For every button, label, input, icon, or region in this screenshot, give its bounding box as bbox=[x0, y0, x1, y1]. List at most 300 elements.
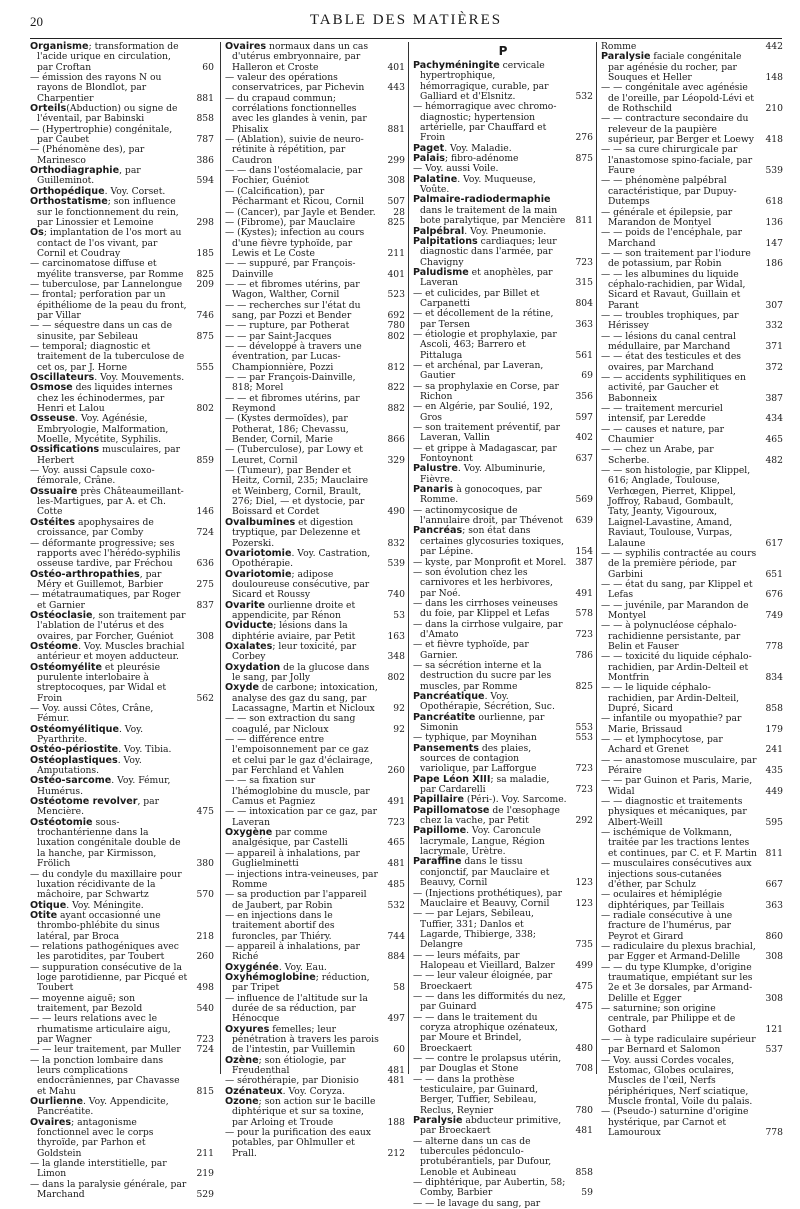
entry-page-number: 812 bbox=[387, 361, 405, 373]
entry-page-number: 146 bbox=[196, 506, 214, 518]
entry-page-number: 401 bbox=[387, 268, 405, 280]
index-entry bbox=[225, 642, 405, 663]
entry-page-number: 356 bbox=[575, 391, 593, 402]
entry-text: — — leurs méfaits, par Halopeau et Vieillard, Balzer bbox=[413, 949, 555, 971]
index-entry bbox=[30, 994, 214, 1015]
index-entry bbox=[30, 290, 214, 321]
entry-page-number: 708 bbox=[575, 1063, 593, 1075]
entry-heading: Paget bbox=[413, 142, 445, 154]
section-letter: P bbox=[498, 44, 508, 58]
entry-text: — — syphilis contractée au cours de la première période, par Garbini bbox=[601, 547, 757, 580]
entry-heading: Ovarite bbox=[225, 599, 265, 611]
entry-text: près Châteaumeillant-les-Martigues, par A. et Ch. Cotte bbox=[37, 485, 184, 518]
entry-text: — (Tuberculose), par Lowy et Leuret, Cornil bbox=[225, 444, 363, 466]
entry-page-number: 275 bbox=[196, 578, 214, 590]
index-entry bbox=[30, 321, 214, 342]
entry-page-number: 597 bbox=[575, 411, 593, 423]
entry-page-number: 595 bbox=[765, 816, 783, 828]
index-entry bbox=[413, 1199, 593, 1209]
entry-page-number: 815 bbox=[196, 1085, 214, 1097]
index-entry bbox=[30, 870, 214, 901]
entry-page-number: 724 bbox=[196, 527, 214, 539]
entry-page-number: 637 bbox=[575, 453, 593, 465]
index-entry bbox=[30, 166, 214, 187]
entry-text: — — contracture secondaire du releveur de la paupière supérieur, par Berger et Loewy bbox=[601, 113, 754, 146]
entry-text: — dans la paralysie générale, par Marchand bbox=[30, 1178, 187, 1201]
entry-text: par comme analgésique, par Castelli bbox=[232, 827, 348, 849]
entry-text: — — et lymphocytose, par Achard et Grenet bbox=[601, 734, 723, 756]
entry-heading: Oxydation bbox=[225, 661, 281, 673]
index-entry bbox=[601, 797, 783, 828]
entry-text: — Voy. aussi Côtes, Crâne, Fémur. bbox=[30, 703, 154, 725]
entry-page-number: 329 bbox=[387, 454, 405, 466]
entry-text: — oculaires et hémiplégie diphtériques, par Teillais bbox=[601, 889, 725, 911]
entry-text: de carbone; intoxication, analyse des gaz du sang, par Lacassagne, Martin et Nicloux bbox=[232, 682, 378, 714]
entry-text: — — dans l'ostéomalacie, par Fochier, Guéniot bbox=[225, 165, 363, 187]
entry-text: — et culicides, par Billet et Carpanetti bbox=[413, 287, 540, 309]
entry-page-number: 475 bbox=[575, 1001, 593, 1013]
entry-page-number: 443 bbox=[387, 82, 405, 94]
entry-page-number: 185 bbox=[196, 247, 214, 259]
entry-text: — métatraumatiques, par Roger et Garnier bbox=[30, 589, 181, 611]
index-entry bbox=[225, 549, 405, 570]
entry-heading: Pape Léon XIII bbox=[413, 773, 491, 785]
entry-text: — du crapaud commun; corrélations fonctionnelles avec les glandes à venin, par Phisalix bbox=[225, 92, 367, 135]
index-entry bbox=[601, 145, 783, 176]
entry-text: de la glucose dans le sang, par Jolly bbox=[232, 661, 370, 683]
index-entry bbox=[30, 1097, 214, 1118]
entry-page-number: 594 bbox=[196, 175, 214, 187]
index-entry bbox=[413, 744, 593, 775]
index-entry bbox=[413, 857, 593, 888]
entry-text: . Voy. Coryza. bbox=[282, 1085, 346, 1097]
index-entry bbox=[413, 806, 593, 827]
index-entry bbox=[413, 526, 593, 557]
index-entry bbox=[225, 1025, 405, 1056]
index-entry bbox=[225, 663, 405, 684]
entry-page-number: 723 bbox=[196, 1034, 214, 1045]
entry-text: — actinomycosique de l'annulaire droit, par Thévenot bbox=[413, 504, 563, 527]
entry-page-number: 802 bbox=[387, 330, 405, 342]
entry-text: — — le liquide céphalo-rachidien, par Ardin-Delteil, Dupré, Sicard bbox=[601, 682, 740, 714]
entry-page-number: 481 bbox=[575, 1125, 593, 1137]
entry-text: des liquides internes chez les échinodermes, par Henri et Lalou bbox=[37, 382, 173, 415]
index-entry bbox=[601, 683, 783, 714]
entry-page-number: 529 bbox=[196, 1189, 214, 1201]
index-entry bbox=[30, 797, 214, 818]
entry-text: et pleurésie purulente interlobaire à streptocoques, par Widal et Froin bbox=[37, 661, 167, 704]
index-entry bbox=[413, 713, 593, 734]
entry-page-number: 553 bbox=[575, 732, 593, 744]
index-entry bbox=[225, 973, 405, 994]
entry-page-number: 211 bbox=[387, 247, 405, 259]
entry-page-number: 28 bbox=[393, 206, 405, 218]
entry-page-number: 308 bbox=[765, 992, 783, 1004]
entry-page-number: 780 bbox=[575, 1104, 593, 1116]
entry-text: — — du type Klumpke, d'origine traumatique, empiétant sur les 2e et 3e dorsales, par Armand-Delille et Egger bbox=[601, 961, 753, 1004]
index-entry bbox=[601, 404, 783, 425]
index-entry bbox=[30, 642, 214, 663]
entry-heading: Panaris bbox=[413, 484, 454, 496]
entry-heading: Palpébral bbox=[413, 225, 465, 237]
entry-text: — dans la cirrhose vulgaire, par d'Amato bbox=[413, 618, 563, 640]
entry-text: . Voy. Méningite. bbox=[66, 899, 144, 911]
index-entry bbox=[30, 1014, 214, 1045]
entry-page-number: 147 bbox=[765, 237, 783, 249]
entry-text: — — intoxication par ce gaz, par Laveran bbox=[225, 806, 378, 828]
index-entry bbox=[30, 104, 214, 125]
entry-page-number: 724 bbox=[196, 1044, 214, 1056]
index-entry bbox=[30, 383, 214, 414]
page-header bbox=[30, 12, 782, 34]
index-entry bbox=[601, 176, 783, 207]
entry-text: — — toxicité du liquide céphalo-rachidien, par Ardin-Delteil et Montfrin bbox=[601, 651, 752, 683]
index-entry bbox=[413, 268, 593, 289]
entry-text: . Voy. Opothérapie, Sécrétion, Suc. bbox=[420, 690, 555, 713]
entry-page-number: 307 bbox=[765, 299, 783, 311]
index-entry bbox=[225, 94, 405, 135]
entry-text: . Voy. Appendicite, Pancréatite. bbox=[37, 1096, 169, 1118]
index-entry bbox=[413, 1137, 593, 1178]
entry-page-number: 882 bbox=[387, 403, 405, 415]
entry-page-number: 778 bbox=[765, 1127, 783, 1139]
entry-page-number: 308 bbox=[196, 630, 214, 642]
entry-text: — — leur valeur éloignée, par Broeckaert bbox=[413, 970, 553, 992]
entry-text: faciale congénitale par agénésie du rocher, par Souques et Heller bbox=[608, 51, 742, 84]
entry-page-number: 834 bbox=[765, 671, 783, 683]
index-entry bbox=[413, 661, 593, 692]
entry-text: à gonocoques, par Romme. bbox=[420, 484, 542, 506]
entry-text: — (Calcification), par Pécharmant et Ricou, Cornil bbox=[225, 185, 364, 208]
entry-text: et anophèles, par Laveran bbox=[420, 266, 553, 289]
index-entry bbox=[225, 807, 405, 828]
entry-text: — suppuration consécutive de la loge parotidienne, par Picqué et Toubert bbox=[30, 961, 188, 994]
entry-text: — radiale consécutive à une fracture de l'humérus, par Peyrot et Girard bbox=[601, 909, 733, 942]
index-entry bbox=[225, 828, 405, 849]
index-entry bbox=[601, 601, 783, 622]
entry-text: — — état des testicules et des ovaires, par Marchand bbox=[601, 351, 742, 373]
entry-text: — sa sécrétion interne et la destruction du sucre par les muscles, par Romme bbox=[413, 659, 552, 692]
entry-page-number: 53 bbox=[393, 609, 405, 621]
entry-text: — et fièvre typhoïde, par Garnier. bbox=[413, 639, 529, 661]
index-entry bbox=[30, 942, 214, 963]
entry-text: des plaies, sources de contagion variolique, par Lafforgue bbox=[420, 742, 537, 775]
entry-text: ; son étiologie, par Freudenthal bbox=[232, 1054, 346, 1077]
entry-text: apophysaires de croissance, par Comby bbox=[37, 516, 154, 539]
entry-page-number: 875 bbox=[575, 153, 593, 165]
entry-text: — — contre le prolapsus utérin, par Douglas et Stone bbox=[413, 1053, 562, 1075]
index-entry bbox=[225, 735, 405, 776]
index-entry bbox=[413, 237, 593, 268]
index-entry bbox=[601, 311, 783, 332]
index-entry bbox=[413, 423, 593, 444]
entry-text: — — leurs relations avec le rhumatisme articulaire aigu, par Wagner bbox=[30, 1013, 171, 1045]
entry-heading: Organisme bbox=[30, 41, 89, 52]
entry-heading: Palatine bbox=[413, 173, 458, 185]
entry-text: — — chez un Arabe, par Scherbe. bbox=[601, 444, 714, 466]
entry-text: — pour la purification des eaux potables, par Ohlmuller et Prall. bbox=[225, 1127, 371, 1159]
index-entry bbox=[225, 187, 405, 208]
entry-page-number: 617 bbox=[765, 537, 783, 549]
entry-page-number: 618 bbox=[765, 196, 783, 208]
entry-page-number: 825 bbox=[387, 216, 405, 228]
entry-text: — du condyle du maxillaire pour luxation récidivante de la mâchoire, par Schwartz bbox=[30, 868, 182, 901]
entry-page-number: 298 bbox=[196, 216, 214, 228]
entry-text: . Voy. Caroncule lacrymale, Langue, Région lacrymale, Urètre. bbox=[420, 825, 545, 858]
entry-heading: Ostéo-sarcome bbox=[30, 775, 112, 787]
index-entry bbox=[225, 994, 405, 1025]
entry-text: — — sa fixation sur l'hémoglobine du muscle, par Camus et Pagniez bbox=[225, 775, 370, 808]
entry-text: — — causes et nature, par Chaumier bbox=[601, 423, 725, 446]
index-entry bbox=[601, 352, 783, 373]
index-entry bbox=[601, 652, 783, 683]
index-entry bbox=[601, 776, 783, 797]
index-entry bbox=[601, 828, 783, 859]
entry-text: — (Pseudo-) saturnine d'origine hystérique, par Carnot et Lamouroux bbox=[601, 1106, 749, 1139]
entry-page-number: 532 bbox=[575, 91, 593, 103]
entry-text: — — développé à travers une éventration, par Lucas-Championnière, Pozzi bbox=[225, 340, 362, 373]
index-entry bbox=[601, 549, 783, 580]
entry-text: — — dans la prothèse testiculaire, par Guinard, Berger, Tuffier, Sebileau, Reclus, Reynier bbox=[413, 1073, 539, 1116]
entry-text: ; adipose douloureuse consécutive, par Sicard et Roussy bbox=[232, 568, 370, 601]
entry-text: — — par Lejars, Sebileau, Tuffier, 331; Danlos et Lagarde, Thibierge, 338; Delangre bbox=[413, 908, 536, 951]
entry-page-number: 449 bbox=[765, 785, 783, 797]
entry-text: — radiculaire du plexus brachial, par Egger et Armand-Delille bbox=[601, 940, 756, 963]
entry-text: — (Ablation), suivie de neuro-rétinite à répétition, par Caudron bbox=[225, 134, 364, 166]
index-entry bbox=[413, 889, 593, 910]
index-entry bbox=[601, 911, 783, 942]
index-entry bbox=[413, 1013, 593, 1054]
entry-text: ayant occasionné une thrombo-phlébite du sinus latéral, par Broca bbox=[37, 909, 161, 942]
entry-page-number: 186 bbox=[765, 258, 783, 270]
entry-text: — (Phénomène des), par Marinesco bbox=[30, 144, 145, 166]
index-entry bbox=[601, 1056, 783, 1108]
entry-text: — en injections dans le traitement abortif des furoncles, par Thiéry. bbox=[225, 909, 335, 942]
entry-text: ; lésions dans la diphtérie aviaire, par Petit bbox=[232, 620, 356, 642]
index-entry bbox=[30, 342, 214, 373]
index-entry bbox=[413, 1178, 593, 1199]
index-entry bbox=[413, 599, 593, 620]
index-entry bbox=[413, 289, 593, 310]
entry-text: — — suppuré, par François-Dainville bbox=[225, 258, 356, 280]
entry-text: — — lésions du canal central médullaire, par Marchand bbox=[601, 330, 736, 352]
entry-page-number: 260 bbox=[196, 951, 214, 963]
index-entry bbox=[601, 756, 783, 777]
entry-page-number: 539 bbox=[387, 558, 405, 570]
entry-page-number: 636 bbox=[196, 558, 214, 570]
index-entry bbox=[601, 942, 783, 963]
entry-text: — — juvénile, par Marandon de Montyel bbox=[601, 599, 749, 621]
entry-page-number: 858 bbox=[765, 703, 783, 714]
entry-text: — (Hypertrophie) congénitale, par Caubet bbox=[30, 123, 173, 146]
entry-text: — — rupture, par Potherat bbox=[225, 320, 350, 332]
entry-page-number: 372 bbox=[765, 361, 783, 373]
entry-page-number: 822 bbox=[387, 382, 405, 394]
entry-text: . Voy. Eau. bbox=[278, 961, 327, 973]
entry-heading: Palustre bbox=[413, 463, 458, 475]
entry-page-number: 465 bbox=[765, 434, 783, 446]
entry-text: — — différence entre l'empoisonnement par ce gaz et celui par le gaz d'éclairage, par Ferchland et Vahlen bbox=[225, 734, 373, 777]
index-entry bbox=[601, 714, 783, 735]
index-entry bbox=[225, 570, 405, 601]
entry-page-number: 386 bbox=[196, 154, 214, 166]
entry-text: — frontal; perforation par un épithéliome de la peau du front, par Villar bbox=[30, 289, 187, 321]
entry-page-number: 332 bbox=[765, 320, 783, 332]
entry-text: — — poids de l'encéphale, par Marchand bbox=[601, 227, 742, 249]
entry-page-number: 490 bbox=[387, 506, 405, 518]
entry-page-number: 442 bbox=[765, 41, 783, 52]
entry-heading: Ozone bbox=[225, 1096, 259, 1108]
entry-heading: Oxyures bbox=[225, 1023, 270, 1035]
entry-heading: Otite bbox=[30, 909, 58, 921]
entry-heading: Orthopédique bbox=[30, 185, 105, 197]
index-entry bbox=[413, 1054, 593, 1075]
index-entry bbox=[30, 911, 214, 942]
index-entry bbox=[413, 361, 593, 382]
entry-page-number: 69 bbox=[581, 370, 593, 382]
entry-text: — Voy. aussi Voile. bbox=[413, 163, 499, 175]
index-entry bbox=[601, 83, 783, 114]
index-entry bbox=[225, 373, 405, 394]
index-entry bbox=[601, 859, 783, 890]
index-entry bbox=[225, 683, 405, 714]
entry-text: , son traitement par l'ablation de l'utérus et des ovaires, par Forcher, Guéniot bbox=[37, 609, 186, 642]
entry-text: ; son état dans certaines glycosuries toxiques, par Lépine. bbox=[420, 525, 565, 558]
entry-page-number: 802 bbox=[196, 403, 214, 415]
entry-heading: Papillomatose bbox=[413, 804, 490, 816]
entry-page-number: 371 bbox=[765, 340, 783, 352]
entry-page-number: 402 bbox=[575, 432, 593, 444]
entry-text: — et décollement de la rétine, par Tersen bbox=[413, 308, 554, 330]
entry-text: ; réduction, par Tripet bbox=[232, 971, 370, 994]
entry-heading: Papillome bbox=[413, 825, 467, 837]
index-entry bbox=[225, 42, 405, 73]
index-entry bbox=[225, 73, 405, 94]
entry-text: — — dans le traitement du coryza atrophique ozénateux, par Moure et Brindel, Broeckaert bbox=[413, 1011, 558, 1054]
entry-page-number: 480 bbox=[575, 1042, 593, 1054]
entry-text: — sérothérapie, par Dionisio bbox=[225, 1075, 359, 1087]
entry-text: ourlienne droite et appendicite, par Rénon bbox=[232, 599, 356, 621]
entry-text: — — à type radiculaire supérieur par Bernard et Salomon bbox=[601, 1034, 756, 1056]
index-entry bbox=[30, 414, 214, 445]
entry-text: — en Algérie, par Soulié, 192, Gros bbox=[413, 401, 553, 423]
entry-text: (Péri-). Voy. Sarcome. bbox=[463, 794, 567, 806]
entry-page-number: 837 bbox=[196, 599, 214, 611]
index-column-4 bbox=[596, 41, 783, 1139]
index-entry bbox=[413, 506, 593, 527]
entry-heading: Paralysie bbox=[601, 51, 651, 63]
entry-heading: Pachyméningite bbox=[413, 60, 500, 71]
entry-page-number: 60 bbox=[393, 1044, 405, 1056]
entry-text: abducteur primitive, par Broeckaert bbox=[420, 1115, 562, 1137]
index-entry bbox=[30, 1118, 214, 1159]
page-number: 20 bbox=[30, 14, 43, 29]
entry-page-number: 380 bbox=[196, 858, 214, 870]
entry-heading: Ostéomyélite bbox=[30, 661, 102, 673]
entry-text: — influence de l'altitude sur la durée de sa réduction, par Hénocque bbox=[225, 992, 368, 1025]
entry-page-number: 532 bbox=[387, 899, 405, 911]
entry-text: — émission des rayons N ou rayons de Blondlot, par Charpentier bbox=[30, 72, 162, 104]
entry-page-number: 121 bbox=[765, 1023, 783, 1035]
entry-page-number: 802 bbox=[387, 671, 405, 683]
entry-page-number: 179 bbox=[765, 723, 783, 735]
index-entry bbox=[30, 663, 214, 704]
entry-text: , par Méry et Guillemot, Barbier bbox=[37, 568, 163, 590]
entry-page-number: 308 bbox=[765, 951, 783, 963]
index-entry bbox=[30, 518, 214, 539]
index-entry bbox=[413, 620, 593, 641]
entry-text: — son évolution chez les carnivores et les herbivores, par Noé. bbox=[413, 566, 553, 599]
entry-text: — (Kystes dermoïdes), par Potherat, 186; Chevassu, Bender, Cornil, Marie bbox=[225, 413, 349, 446]
entry-page-number: 292 bbox=[575, 815, 593, 827]
index-entry bbox=[225, 870, 405, 891]
entry-text: — tuberculose, par Lannelongue bbox=[30, 278, 183, 290]
entry-heading: Pancréatite bbox=[413, 711, 476, 723]
entry-heading: Ostéo-arthropathies bbox=[30, 568, 140, 580]
entry-text: cervicale hypertrophique, hémorragique, curable, par Galliard et d'Elsnitz. bbox=[420, 60, 549, 103]
entry-page-number: 639 bbox=[575, 515, 593, 527]
entry-heading: Palmaire-radiodermaphie bbox=[413, 194, 551, 206]
entry-page-number: 482 bbox=[765, 454, 783, 466]
entry-page-number: 308 bbox=[387, 175, 405, 187]
entry-page-number: 539 bbox=[765, 165, 783, 177]
entry-text: ; leur toxicité, par Corbey bbox=[232, 640, 357, 663]
entry-page-number: 507 bbox=[387, 196, 405, 208]
index-entry bbox=[413, 330, 593, 361]
index-entry bbox=[601, 580, 783, 601]
entry-text: — — son traitement par l'iodure de potassium, par Robin bbox=[601, 247, 751, 270]
index-entry bbox=[225, 301, 405, 322]
entry-page-number: 475 bbox=[575, 980, 593, 992]
index-entry bbox=[413, 909, 593, 950]
entry-heading: Palais bbox=[413, 153, 446, 165]
index-columns bbox=[30, 41, 783, 1209]
entry-text: — diphtérique, par Aubertin, 58; Comby, Barbier bbox=[413, 1177, 566, 1199]
entry-heading: Pancréas bbox=[413, 525, 463, 537]
entry-text: — la glande interstitielle, par Limon bbox=[30, 1158, 167, 1180]
entry-text: — — son extraction du sang coagulé, par Nicloux bbox=[225, 713, 356, 735]
index-entry bbox=[30, 756, 214, 777]
entry-heading: Paralysie bbox=[413, 1115, 463, 1127]
entry-page-number: 475 bbox=[196, 806, 214, 818]
entry-text: . Voy. Muscles brachial antérieur et moyen adducteur. bbox=[37, 640, 185, 663]
entry-text: . Voy. Castration, Opothérapie. bbox=[232, 547, 371, 570]
entry-page-number: 749 bbox=[765, 609, 783, 621]
entry-heading: Papillaire bbox=[413, 794, 464, 806]
index-entry bbox=[225, 518, 405, 549]
index-entry bbox=[30, 818, 214, 870]
entry-text: . Voy. Maladie. bbox=[444, 142, 512, 154]
index-entry bbox=[30, 539, 214, 570]
entry-page-number: 465 bbox=[387, 837, 405, 849]
index-entry bbox=[413, 992, 593, 1013]
entry-page-number: 163 bbox=[387, 630, 405, 642]
entry-page-number: 811 bbox=[765, 847, 783, 859]
entry-heading: Oxygénée bbox=[225, 961, 279, 973]
entry-page-number: 723 bbox=[575, 784, 593, 796]
entry-page-number: 875 bbox=[196, 330, 214, 342]
entry-heading: Ostéoplastiques bbox=[30, 754, 118, 766]
entry-text: — appareil à inhalations, par Riché bbox=[225, 940, 360, 963]
entry-text: — sa prophylaxie en Corse, par Richon bbox=[413, 380, 559, 402]
index-entry bbox=[225, 414, 405, 445]
entry-text: — carcinomatose diffuse et myélite transverse, par Romme bbox=[30, 258, 184, 280]
entry-page-number: 540 bbox=[196, 1002, 214, 1014]
index-entry bbox=[225, 1056, 405, 1077]
entry-page-number: 497 bbox=[387, 1013, 405, 1025]
entry-text: — — troubles trophiques, par Hérissey bbox=[601, 309, 739, 332]
entry-text: — — à polynucléose céphalo-rachidienne persistante, par Belin et Fauser bbox=[601, 620, 741, 652]
